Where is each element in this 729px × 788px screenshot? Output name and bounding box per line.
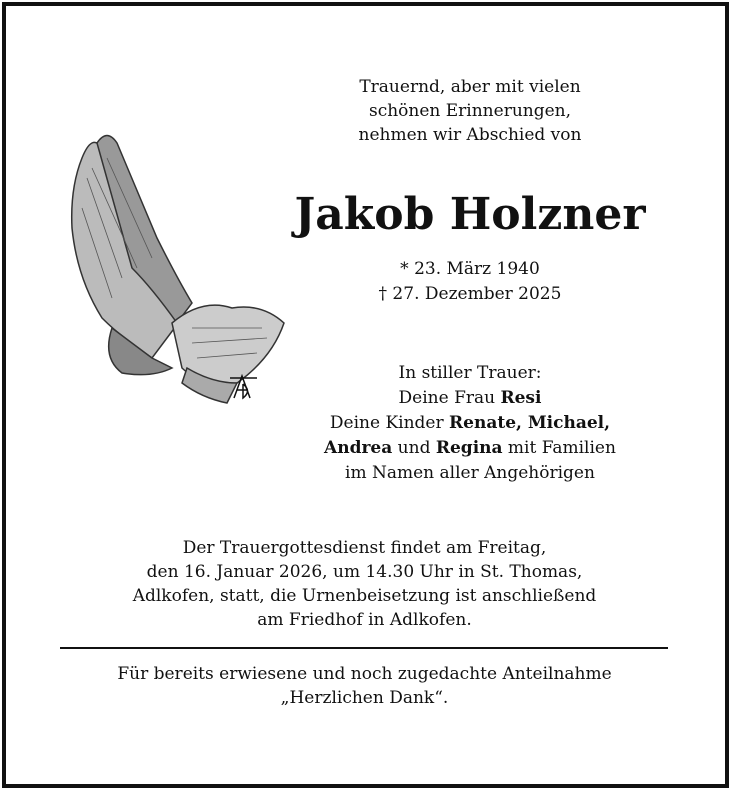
service-line: den 16. Januar 2026, um 14.30 Uhr in St. Thomas,: [146, 562, 583, 582]
intro-text: [290, 75, 650, 147]
deceased-name: Jakob Holzner: [294, 189, 646, 240]
mourner-children-2: Andrea und Regina mit Familien: [324, 438, 616, 458]
service-line: Der Trauergottesdienst findet am Freitag,: [182, 538, 547, 558]
mourner-children: Deine Kinder Renate, Michael,: [329, 413, 611, 433]
intro-line: schönen Erinnerungen,: [368, 101, 572, 121]
birth-date: * 23. März 1940: [400, 259, 540, 279]
mourner-relatives: im Namen aller Angehörigen: [345, 463, 595, 483]
thanks: [30, 662, 699, 710]
death-date: † 27. Dezember 2025: [378, 284, 562, 304]
intro-line: nehmen wir Abschied von: [358, 125, 582, 145]
thanks-line: „Herzlichen Dank“.: [280, 688, 449, 708]
mourner-wife: Deine Frau Resi: [398, 388, 542, 408]
praying-hands-illustration: [62, 128, 292, 418]
intro-line: Trauernd, aber mit vielen: [359, 77, 581, 97]
divider: [60, 647, 668, 649]
mourners: [290, 361, 650, 486]
thanks-line: Für bereits erwiesene und noch zugedachte Anteilnahme: [117, 664, 612, 684]
service-info: [30, 536, 699, 632]
mourning-heading: In stiller Trauer:: [398, 363, 542, 383]
service-line: Adlkofen, statt, die Urnenbeisetzung ist anschließend: [132, 586, 597, 606]
service-line: am Friedhof in Adlkofen.: [257, 610, 472, 630]
life-dates: [290, 257, 650, 307]
